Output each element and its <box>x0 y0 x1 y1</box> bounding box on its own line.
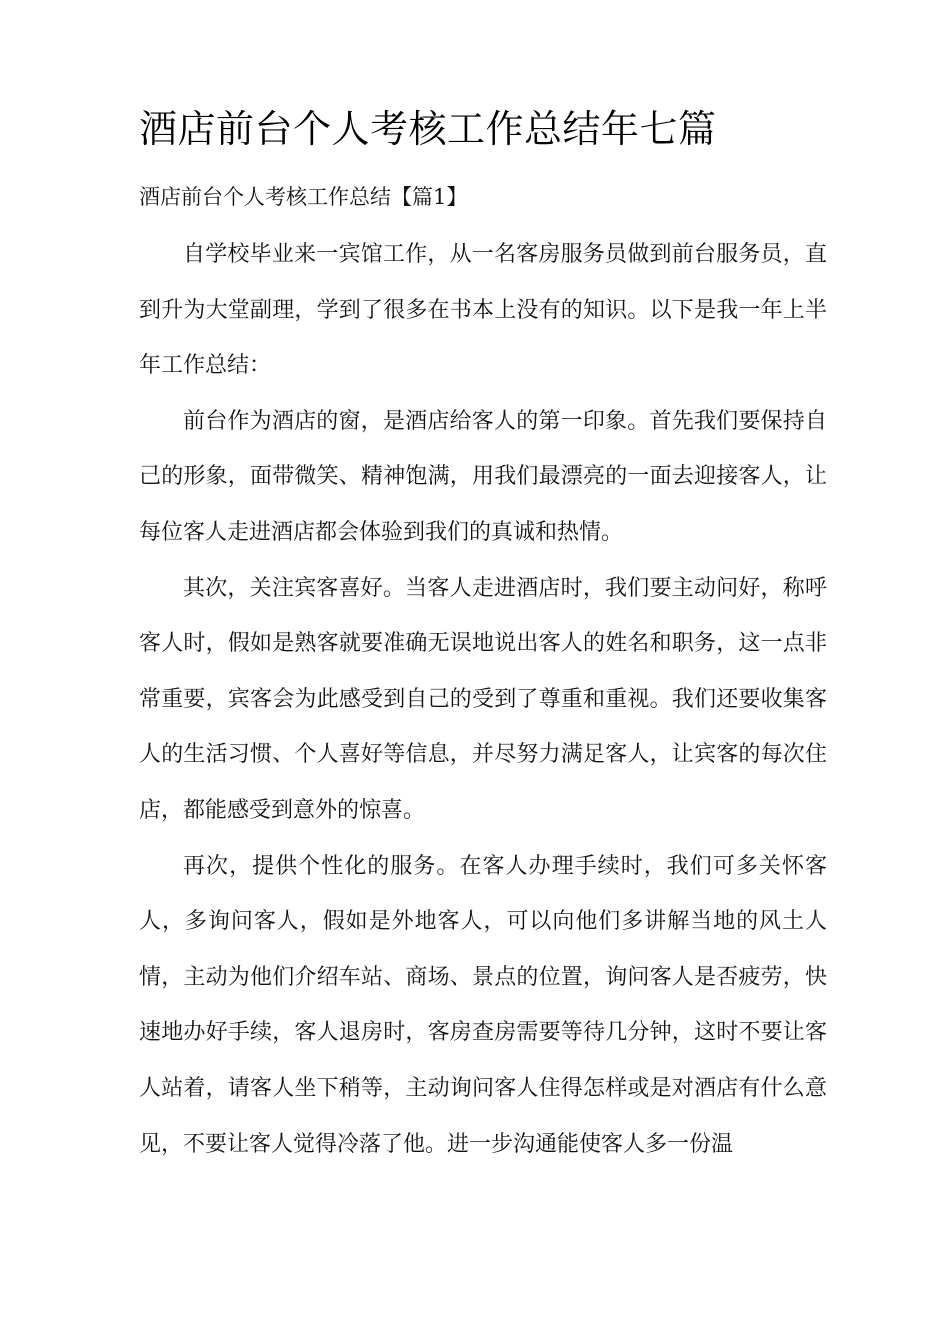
paragraph: 再次，提供个性化的服务。在客人办理手续时，我们可多关怀客人，多询问客人，假如是外地客人，可以向他们多讲解当地的风土人情，主动为他们介绍车站、商场、景点的位置，询问客人是否疲劳，快速地办好手续，客人退房时，客房查房需要等待几分钟，这时不要让客人站着，请客人坐下稍等，主动询问客人住得怎样或是对酒店有什么意见，不要让客人觉得冷落了他。进一步沟通能使客人多一份温 <box>139 853 827 1157</box>
paragraph: 前台作为酒店的窗，是酒店给客人的第一印象。首先我们要保持自己的形象，面带微笑、精神饱满，用我们最漂亮的一面去迎接客人，让每位客人走进酒店都会体验到我们的真诚和热情。 <box>139 408 827 545</box>
document-title: 酒店前台个人考核工作总结年七篇 <box>139 107 717 151</box>
section-heading: 酒店前台个人考核工作总结【篇1】 <box>139 185 468 209</box>
paragraph: 自学校毕业来一宾馆工作，从一名客房服务员做到前台服务员，直到升为大堂副理，学到了很多在书本上没有的知识。以下是我一年上半年工作总结： <box>139 242 827 379</box>
document-body <box>139 98 827 1172</box>
paragraph: 其次，关注宾客喜好。当客人走进酒店时，我们要主动问好，称呼客人时，假如是熟客就要准确无误地说出客人的姓名和职务，这一点非常重要，宾客会为此感受到自己的受到了尊重和重视。我们还要收集客人的生活习惯、个人喜好等信息，并尽努力满足客人，让宾客的每次住店，都能感受到意外的惊喜。 <box>139 575 827 823</box>
